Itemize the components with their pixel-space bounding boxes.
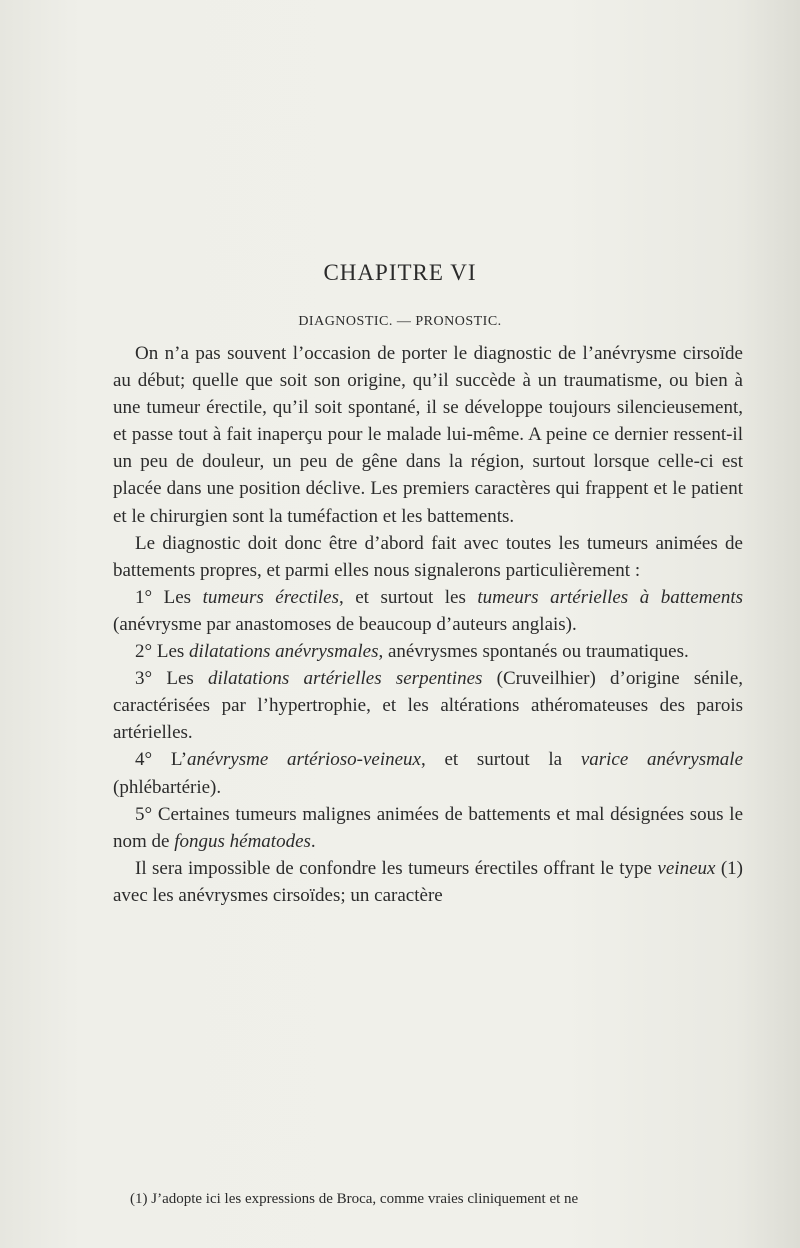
item-number: 1° [135, 586, 153, 608]
italic-term: dilatations anévrysmales [189, 641, 379, 663]
chapter-title: CHAPITRE VI [323, 260, 477, 285]
list-item-4: 4° L’anévrysme artérioso-veineux, et surtout la varice anévrysmale (phlébartérie). [113, 749, 744, 798]
list-item-3: 3° Les dilatations artérielles serpentines (Cruveilhier) d’origine sénile, caractérisées par l’hypertrophie, et les altérations athéromateuses des parois artérielles. [113, 668, 743, 744]
paragraph-veineux: Il sera impossible de confondre les tumeurs érectiles offrant le type veineux (1) avec les anévrysmes cirsoïdes; un caractère [113, 857, 744, 906]
list-item-5: 5° Certaines tumeurs malignes animées de battements et mal désignées sous le nom de fongus hématodes. [113, 803, 744, 852]
italic-term: tumeurs artérielles à battements [477, 586, 744, 608]
paragraph-intro: On n’a pas souvent l’occasion de porter le diagnostic de l’anévrysme cirsoïde au début; quelle que soit son origine, qu’il succède à un traumatisme, ou bien à une tumeur érectile, qu’il soit spontané, il se développe toujours silencieusement, et passe tout à fait inaperçu pour le malade lui-même. A peine ce dernier ressent-il un peu de douleur, un peu de gêne dans la région, surtout lorsque celle-ci est placée dans une position déclive. Les premiers caractères qui frappent et le patient et le chirurgien sont la tuméfaction et les battements. [113, 343, 743, 527]
italic-term: dilatations artérielles serpentines [208, 668, 483, 690]
italic-term: tumeurs érectiles [202, 586, 339, 608]
item-number: 4° [135, 749, 153, 771]
body-text [113, 340, 743, 909]
italic-term: fongus hématodes [174, 830, 311, 852]
italic-term: veineux [657, 857, 716, 879]
italic-term: anévrysme artérioso-veineux [187, 749, 421, 771]
list-item-2: 2° Les dilatations anévrysmales, anévrysmes spontanés ou traumatiques. [135, 641, 689, 663]
chapter-subtitle: DIAGNOSTIC. — PRONOSTIC. [298, 314, 502, 329]
italic-term: varice anévrysmale [580, 749, 744, 771]
item-number: 3° [135, 668, 153, 690]
item-number: 5° [135, 803, 153, 825]
paragraph-diagnostic: Le diagnostic doit donc être d’abord fait avec toutes les tumeurs animées de battements propres, et parmi elles nous signalerons particulièrement : [113, 532, 743, 581]
item-number: 2° [135, 641, 153, 663]
footnote: (1) J’adopte ici les expressions de Broca, comme vraies cliniquement et ne [130, 1191, 579, 1207]
list-item-1: 1° Les tumeurs érectiles, et surtout les tumeurs artérielles à battements (anévrysme par anastomoses de beaucoup d’auteurs anglais). [113, 586, 744, 635]
